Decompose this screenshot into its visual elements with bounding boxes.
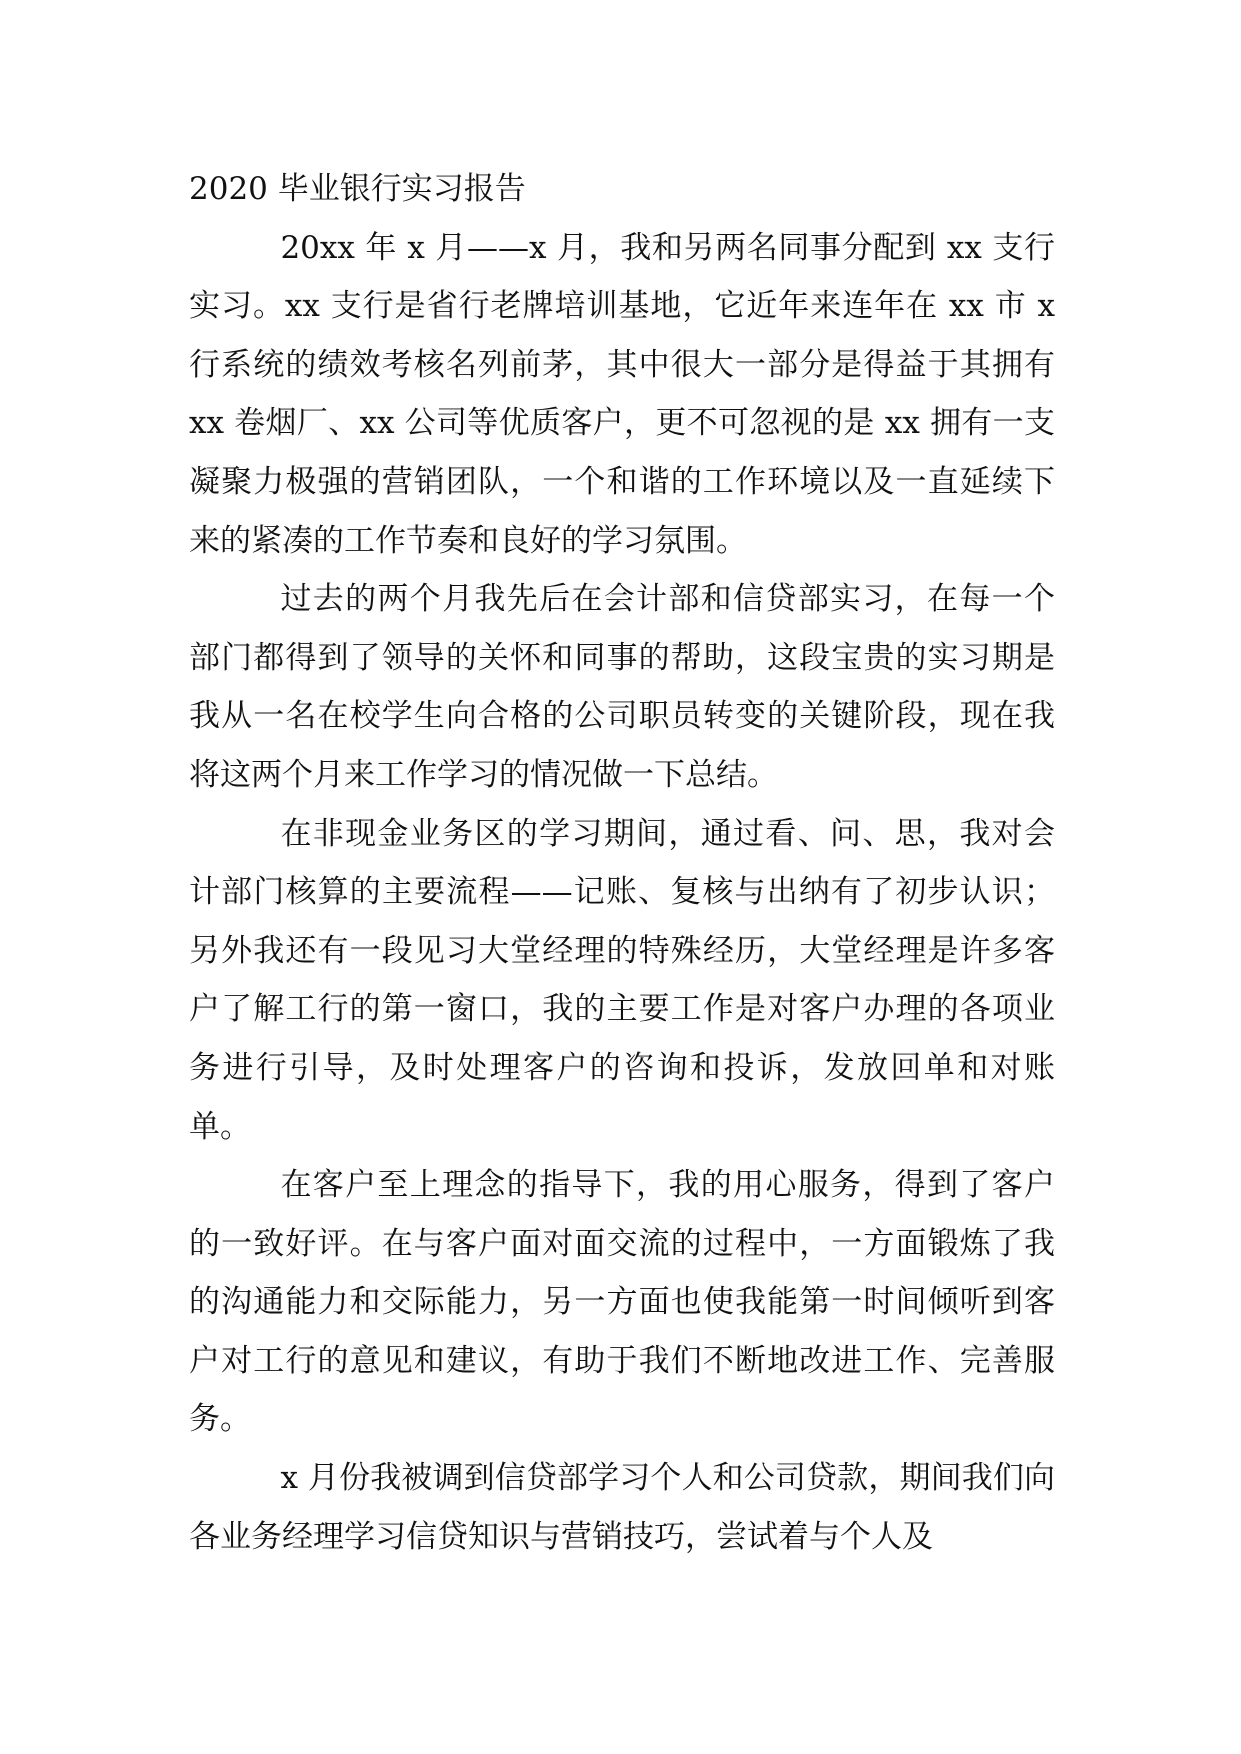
paragraph-1: 20xx 年 x 月——x 月，我和另两名同事分配到 xx 支行实习。xx 支行是省行老牌培训基地，它近年来连年在 xx 市 x 行系统的绩效考核名列前茅，其中很大一部分是得益于其拥有 xx 卷烟厂、xx 公司等优质客户，更不可忽视的是 xx 拥有一支凝聚力极强的营销团队，一个和谐的工作环境以及一直延续下来的紧凑的工作节奏和良好的学习氛围。	[189, 229, 1055, 559]
paragraph-2: 过去的两个月我先后在会计部和信贷部实习，在每一个部门都得到了领导的关怀和同事的帮助，这段宝贵的实习期是我从一名在校学生向合格的公司职员转变的关键阶段，现在我将这两个月来工作学习的情况做一下总结。	[189, 581, 1055, 793]
document-body	[189, 160, 1055, 1566]
document-title: 2020 毕业银行实习报告	[189, 171, 526, 207]
paragraph-3: 在非现金业务区的学习期间，通过看、问、思，我对会计部门核算的主要流程——记账、复核与出纳有了初步认识；另外我还有一段见习大堂经理的特殊经历，大堂经理是许多客户了解工行的第一窗口，我的主要工作是对客户办理的各项业务进行引导，及时处理客户的咨询和投诉，发放回单和对账单。	[189, 815, 1055, 1145]
paragraph-4: 在客户至上理念的指导下，我的用心服务，得到了客户的一致好评。在与客户面对面交流的过程中，一方面锻炼了我的沟通能力和交际能力，另一方面也使我能第一时间倾听到客户对工行的意见和建议，有助于我们不断地改进工作、完善服务。	[189, 1167, 1055, 1438]
paragraph-5: x 月份我被调到信贷部学习个人和公司贷款，期间我们向各业务经理学习信贷知识与营销技巧，尝试着与个人及	[189, 1460, 1055, 1555]
